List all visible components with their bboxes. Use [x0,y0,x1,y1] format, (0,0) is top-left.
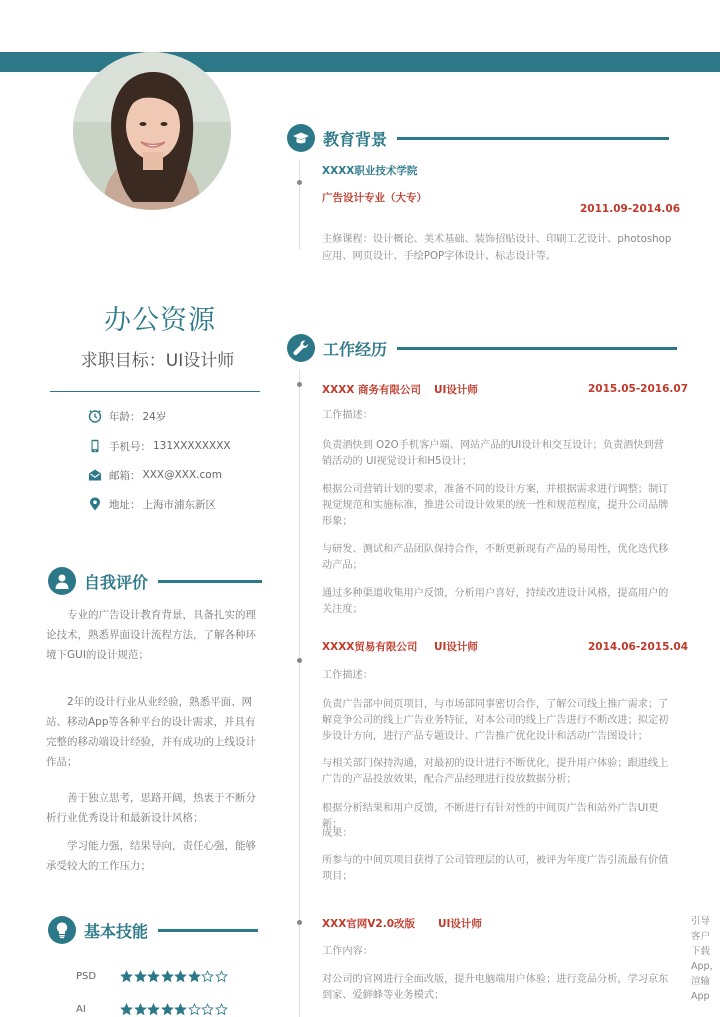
section-title: 基本技能 [84,921,149,941]
star-empty-icon [188,1003,201,1016]
star-filled-icon [161,1003,174,1016]
section-rule [158,929,258,932]
star-filled-icon [147,1003,160,1016]
info-value: XXX@XXX.com [142,469,222,481]
star-filled-icon [120,970,133,983]
section-rule [397,137,669,140]
section-self-eval [48,567,262,595]
job-description: 与研发、测试和产品团队保持合作，不断更新现有产品的易用性，优化迭代移动产品； [322,544,669,571]
star-empty-icon [215,970,228,983]
job-role: UI设计师 [438,918,482,930]
star-filled-icon [174,970,187,983]
company-name: XXXX 商务有限公司 [322,384,422,396]
job-description: 负责酒快到 O2O手机客户端、网站产品的UI设计和交互设计；负责酒快到营销活动的 UI视觉设计和H5设计； [322,440,664,467]
info-phone [88,437,231,455]
job-role: UI设计师 [434,641,478,653]
skill-name: PSD [76,971,97,982]
company-name: XXXX贸易有限公司 [322,641,418,653]
divider [50,391,260,392]
skill-rating [120,970,228,983]
job-period: 2014.06-2015.04 [588,641,689,653]
side-note: 引导客户下载App，渲输App [691,916,720,1002]
timeline-line [299,160,300,250]
star-filled-icon [147,970,160,983]
info-value: 上海市浦东新区 [142,498,216,511]
lightbulb-icon [48,916,76,944]
job-period: 2015.05-2016.07 [588,383,689,395]
info-value: 24岁 [142,410,167,423]
job-objective: 求职目标：UI设计师 [80,351,235,371]
info-label: 年龄： [109,410,141,423]
star-filled-icon [174,1003,187,1016]
mail-icon [88,468,102,482]
phone-icon [88,439,102,453]
timeline-dot [297,180,302,185]
section-title: 教育背景 [323,129,388,149]
info-label: 地址： [109,498,141,511]
self-eval-paragraph: 学习能力强，结果导向，责任心强，能够承受较大的工作压力； [46,840,256,872]
education-period: 2011.09-2014.06 [580,203,681,215]
job-description: 根据分析结果和用户反馈，不断进行有针对性的中间页广告和站外广告UI更新； [322,803,659,830]
job-description: 工作内容： [322,946,373,957]
section-skills [48,916,258,944]
user-icon [48,567,76,595]
major: 广告设计专业（大专） [322,192,427,204]
info-age [88,407,166,425]
info-value: 131XXXXXXXX [153,440,231,452]
profile-photo [73,52,231,210]
star-empty-icon [201,970,214,983]
wrench-icon [287,334,315,362]
info-address [88,495,216,513]
section-rule [158,580,262,583]
star-empty-icon [215,1003,228,1016]
info-label: 邮箱： [109,469,141,482]
job-description: 所参与的中间页项目获得了公司管理层的认可，被评为年度广告引流最有价值项目； [322,855,669,882]
timeline-dot [297,382,302,387]
job-description: 成果： [322,828,353,839]
company-name: XXX官网V2.0改版 [322,918,416,930]
star-empty-icon [201,1003,214,1016]
job-description: 工作描述： [322,670,373,681]
job-description: 根据公司营销计划的要求，准备不同的设计方案，并根据需求进行调整；制订视觉规范和实施标准，推进公司设计效果的统一性和规范程度，提升公司品牌形象； [322,484,669,527]
section-work [287,334,677,362]
star-filled-icon [120,1003,133,1016]
location-pin-icon [88,497,102,511]
info-email [88,466,222,484]
timeline-dot [297,920,302,925]
star-filled-icon [161,970,174,983]
skill-row [76,1003,228,1016]
job-description: 工作描述： [322,410,373,421]
star-filled-icon [134,970,147,983]
skill-row [76,970,228,983]
clock-icon [88,409,102,423]
job-description: 对公司的官网进行全面改版，提升电脑端用户体验；进行竞品分析，学习京东到家、爱鲜蜂等业务模式； [322,974,669,1001]
skill-name: AI [76,1004,86,1015]
info-label: 手机号： [109,440,151,453]
school-name: XXXX职业技术学院 [322,165,418,177]
courses: 主修课程：设计概论、美术基础、装饰招贴设计、印刷工艺设计、photoshop应用、网页设计、手绘POP字体设计、标志设计等。 [322,234,672,262]
graduation-cap-icon [287,124,315,152]
job-description: 负责广告部中间页项目，与市场部同事密切合作，了解公司线上推广需求；了解竞争公司的线上广告业务特征，对本公司的线上广告进行不断改进；拟定初步设计方向，进行产品专题设计、广告推广优化设计和活动广告图设计； [322,699,669,742]
star-filled-icon [134,1003,147,1016]
self-eval-paragraph: 专业的广告设计教育背景，具备扎实的理论技术，熟悉界面设计流程方法，了解各种环境下GUI的设计规范； [46,609,256,661]
timeline-dot [297,658,302,663]
section-title: 工作经历 [323,339,388,359]
self-eval-paragraph: 2年的设计行业从业经验，熟悉平面、网站、移动App等各种平台的设计需求，并具有完整的移动端设计经验，并有成功的上线设计作品； [46,696,256,768]
section-title: 自我评价 [84,572,149,592]
job-description: 通过多种渠道收集用户反馈，分析用户喜好，持续改进设计风格，提高用户的关注度； [322,588,669,615]
job-role: UI设计师 [434,384,478,396]
candidate-name: 办公资源 [104,305,216,336]
star-filled-icon [188,970,201,983]
job-description: 与相关部门保持沟通，对最初的设计进行不断优化，提升用户体验；跟进线上广告的产品投放效果，配合产品经理进行投放数据分析； [322,758,669,785]
section-education [287,124,669,152]
skill-rating [120,1003,228,1016]
section-rule [397,347,677,350]
self-eval-paragraph: 善于独立思考，思路开阔，热衷于不断分析行业优秀设计和最新设计风格； [46,792,256,824]
